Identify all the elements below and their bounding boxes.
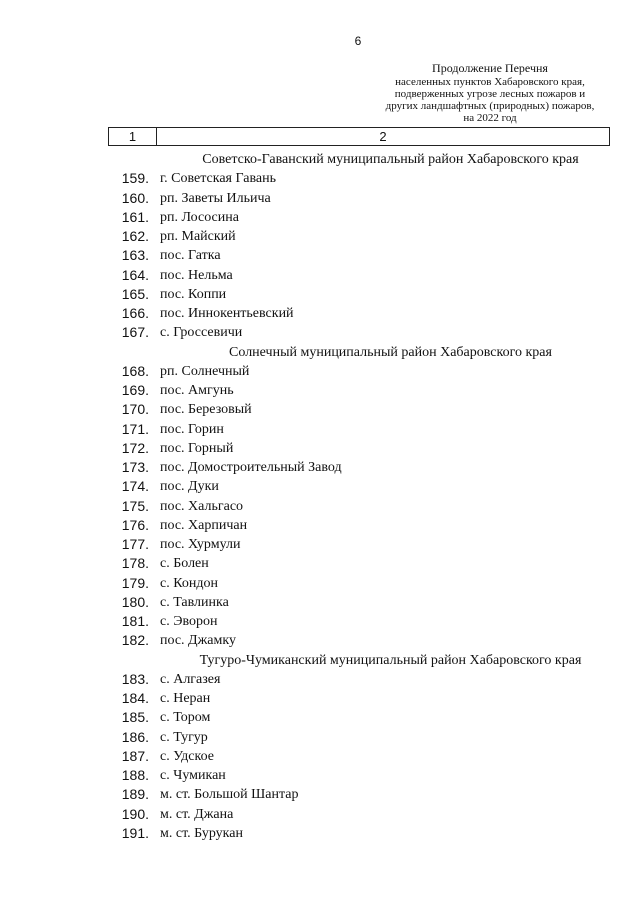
district-heading <box>0 343 640 362</box>
item-number: 169. <box>121 382 149 398</box>
heading-line: на 2022 год <box>463 112 517 124</box>
item-number: 160. <box>121 189 149 206</box>
list-item <box>0 169 640 188</box>
list-item <box>0 728 640 747</box>
list-item <box>0 285 640 304</box>
heading-title: Продолжение Перечня <box>432 61 548 75</box>
item-number: 167. <box>121 324 149 341</box>
list-item <box>0 554 640 573</box>
settlement-name: пос. Коппи <box>160 286 227 302</box>
settlement-name: пос. Горный <box>160 440 234 456</box>
list-item <box>0 400 640 419</box>
item-number: 190. <box>121 805 149 822</box>
list-item <box>0 189 640 208</box>
item-number: 164. <box>121 266 149 283</box>
item-number: 171. <box>121 420 149 437</box>
list-item <box>0 516 640 535</box>
list-item <box>0 458 640 477</box>
item-number: 162. <box>121 228 149 244</box>
settlement-name: рп. Заветы Ильича <box>160 190 271 206</box>
settlement-name: пос. Джамку <box>160 633 236 649</box>
list-item <box>0 593 640 612</box>
list-item <box>0 708 640 727</box>
list-item <box>0 420 640 439</box>
list-item <box>0 323 640 342</box>
item-number: 166. <box>121 305 149 321</box>
settlement-name: пос. Амгунь <box>160 383 234 398</box>
document-heading <box>370 62 610 124</box>
heading-line: населенных пунктов Хабаровского края, <box>395 76 585 88</box>
item-number: 163. <box>121 247 149 264</box>
heading-line: подверженных угрозе лесных пожаров и <box>394 88 586 100</box>
list-item <box>0 304 640 323</box>
item-number: 187. <box>121 747 149 764</box>
settlement-name: пос. Хурмули <box>160 537 241 552</box>
item-number: 172. <box>121 439 149 456</box>
list-item <box>0 766 640 785</box>
list-item <box>0 805 640 824</box>
list-item <box>0 670 640 689</box>
settlement-name: пос. Домостроительный Завод <box>160 460 342 475</box>
settlement-list <box>0 150 640 843</box>
settlement-name: пос. Горин <box>160 421 224 437</box>
list-item <box>0 535 640 554</box>
list-item <box>0 631 640 650</box>
item-number: 180. <box>121 593 149 610</box>
settlement-name: г. Советская Гавань <box>160 171 276 187</box>
list-item <box>0 612 640 631</box>
settlement-name: рп. Лососина <box>160 209 239 225</box>
settlement-name: с. Кондон <box>160 575 218 591</box>
list-item <box>0 747 640 766</box>
district-name: Тугуро-Чумиканский муниципальный район Хабаровского края <box>199 652 582 668</box>
district-heading <box>0 651 640 670</box>
settlement-name: пос. Березовый <box>160 402 252 418</box>
item-number: 173. <box>121 459 149 475</box>
list-item <box>0 497 640 516</box>
list-item <box>0 824 640 843</box>
settlement-name: рп. Майский <box>160 229 236 244</box>
settlement-name: с. Тором <box>160 710 211 726</box>
list-item <box>0 362 640 381</box>
column-header-2: 2 <box>379 129 387 144</box>
settlement-name: пос. Нельма <box>160 267 233 283</box>
settlement-name: пос. Гатка <box>160 248 221 264</box>
item-number: 184. <box>121 690 149 706</box>
settlement-name: с. Тавлинка <box>160 594 229 610</box>
list-item <box>0 785 640 804</box>
list-item <box>0 477 640 496</box>
district-name: Советско-Гаванский муниципальный район Хабаровского края <box>202 152 579 167</box>
item-number: 177. <box>121 536 149 552</box>
item-number: 178. <box>121 555 149 572</box>
list-item <box>0 381 640 400</box>
list-item <box>0 266 640 285</box>
district-heading <box>0 150 640 169</box>
list-item <box>0 246 640 265</box>
item-number: 159. <box>121 170 149 187</box>
item-number: 185. <box>121 709 149 726</box>
item-number: 165. <box>121 285 149 302</box>
settlement-name: с. Эворон <box>160 614 218 629</box>
item-number: 183. <box>121 670 149 687</box>
settlement-name: с. Алгазея <box>160 671 221 687</box>
column-header-1: 1 <box>109 128 157 145</box>
settlement-name: с. Болен <box>160 556 209 572</box>
settlement-name: м. ст. Большой Шантар <box>160 787 299 803</box>
settlement-name: рп. Солнечный <box>160 363 250 379</box>
settlement-name: с. Чумикан <box>160 768 226 783</box>
item-number: 186. <box>121 728 149 745</box>
settlement-name: с. Тугур <box>160 729 208 745</box>
settlement-name: с. Гроссевичи <box>160 325 243 341</box>
item-number: 188. <box>121 767 149 783</box>
settlement-name: пос. Иннокентьевский <box>160 306 294 321</box>
item-number: 176. <box>121 516 149 533</box>
item-number: 175. <box>121 497 149 514</box>
settlement-name: м. ст. Джана <box>160 806 234 822</box>
heading-line: других ландшафтных (природных) пожаров, <box>385 100 595 112</box>
district-name: Солнечный муниципальный район Хабаровского края <box>229 344 552 360</box>
settlement-name: пос. Дуки <box>160 479 219 495</box>
item-number: 191. <box>121 824 149 841</box>
list-item <box>0 439 640 458</box>
list-item <box>0 689 640 708</box>
settlement-name: с. Удское <box>160 748 214 764</box>
item-number: 189. <box>121 786 149 803</box>
settlement-name: м. ст. Бурукан <box>160 825 243 841</box>
item-number: 182. <box>121 632 149 649</box>
item-number: 170. <box>121 401 149 418</box>
list-item <box>0 227 640 246</box>
item-number: 168. <box>121 362 149 379</box>
table-column-header <box>108 127 610 146</box>
list-item <box>0 208 640 227</box>
item-number: 161. <box>121 208 149 225</box>
item-number: 174. <box>121 478 149 495</box>
list-item <box>0 574 640 593</box>
item-number: 179. <box>121 574 149 591</box>
page-number: 6 <box>354 34 362 48</box>
item-number: 181. <box>121 613 149 629</box>
settlement-name: пос. Хальгасо <box>160 498 244 514</box>
settlement-name: пос. Харпичан <box>160 517 248 533</box>
settlement-name: с. Неран <box>160 691 211 706</box>
